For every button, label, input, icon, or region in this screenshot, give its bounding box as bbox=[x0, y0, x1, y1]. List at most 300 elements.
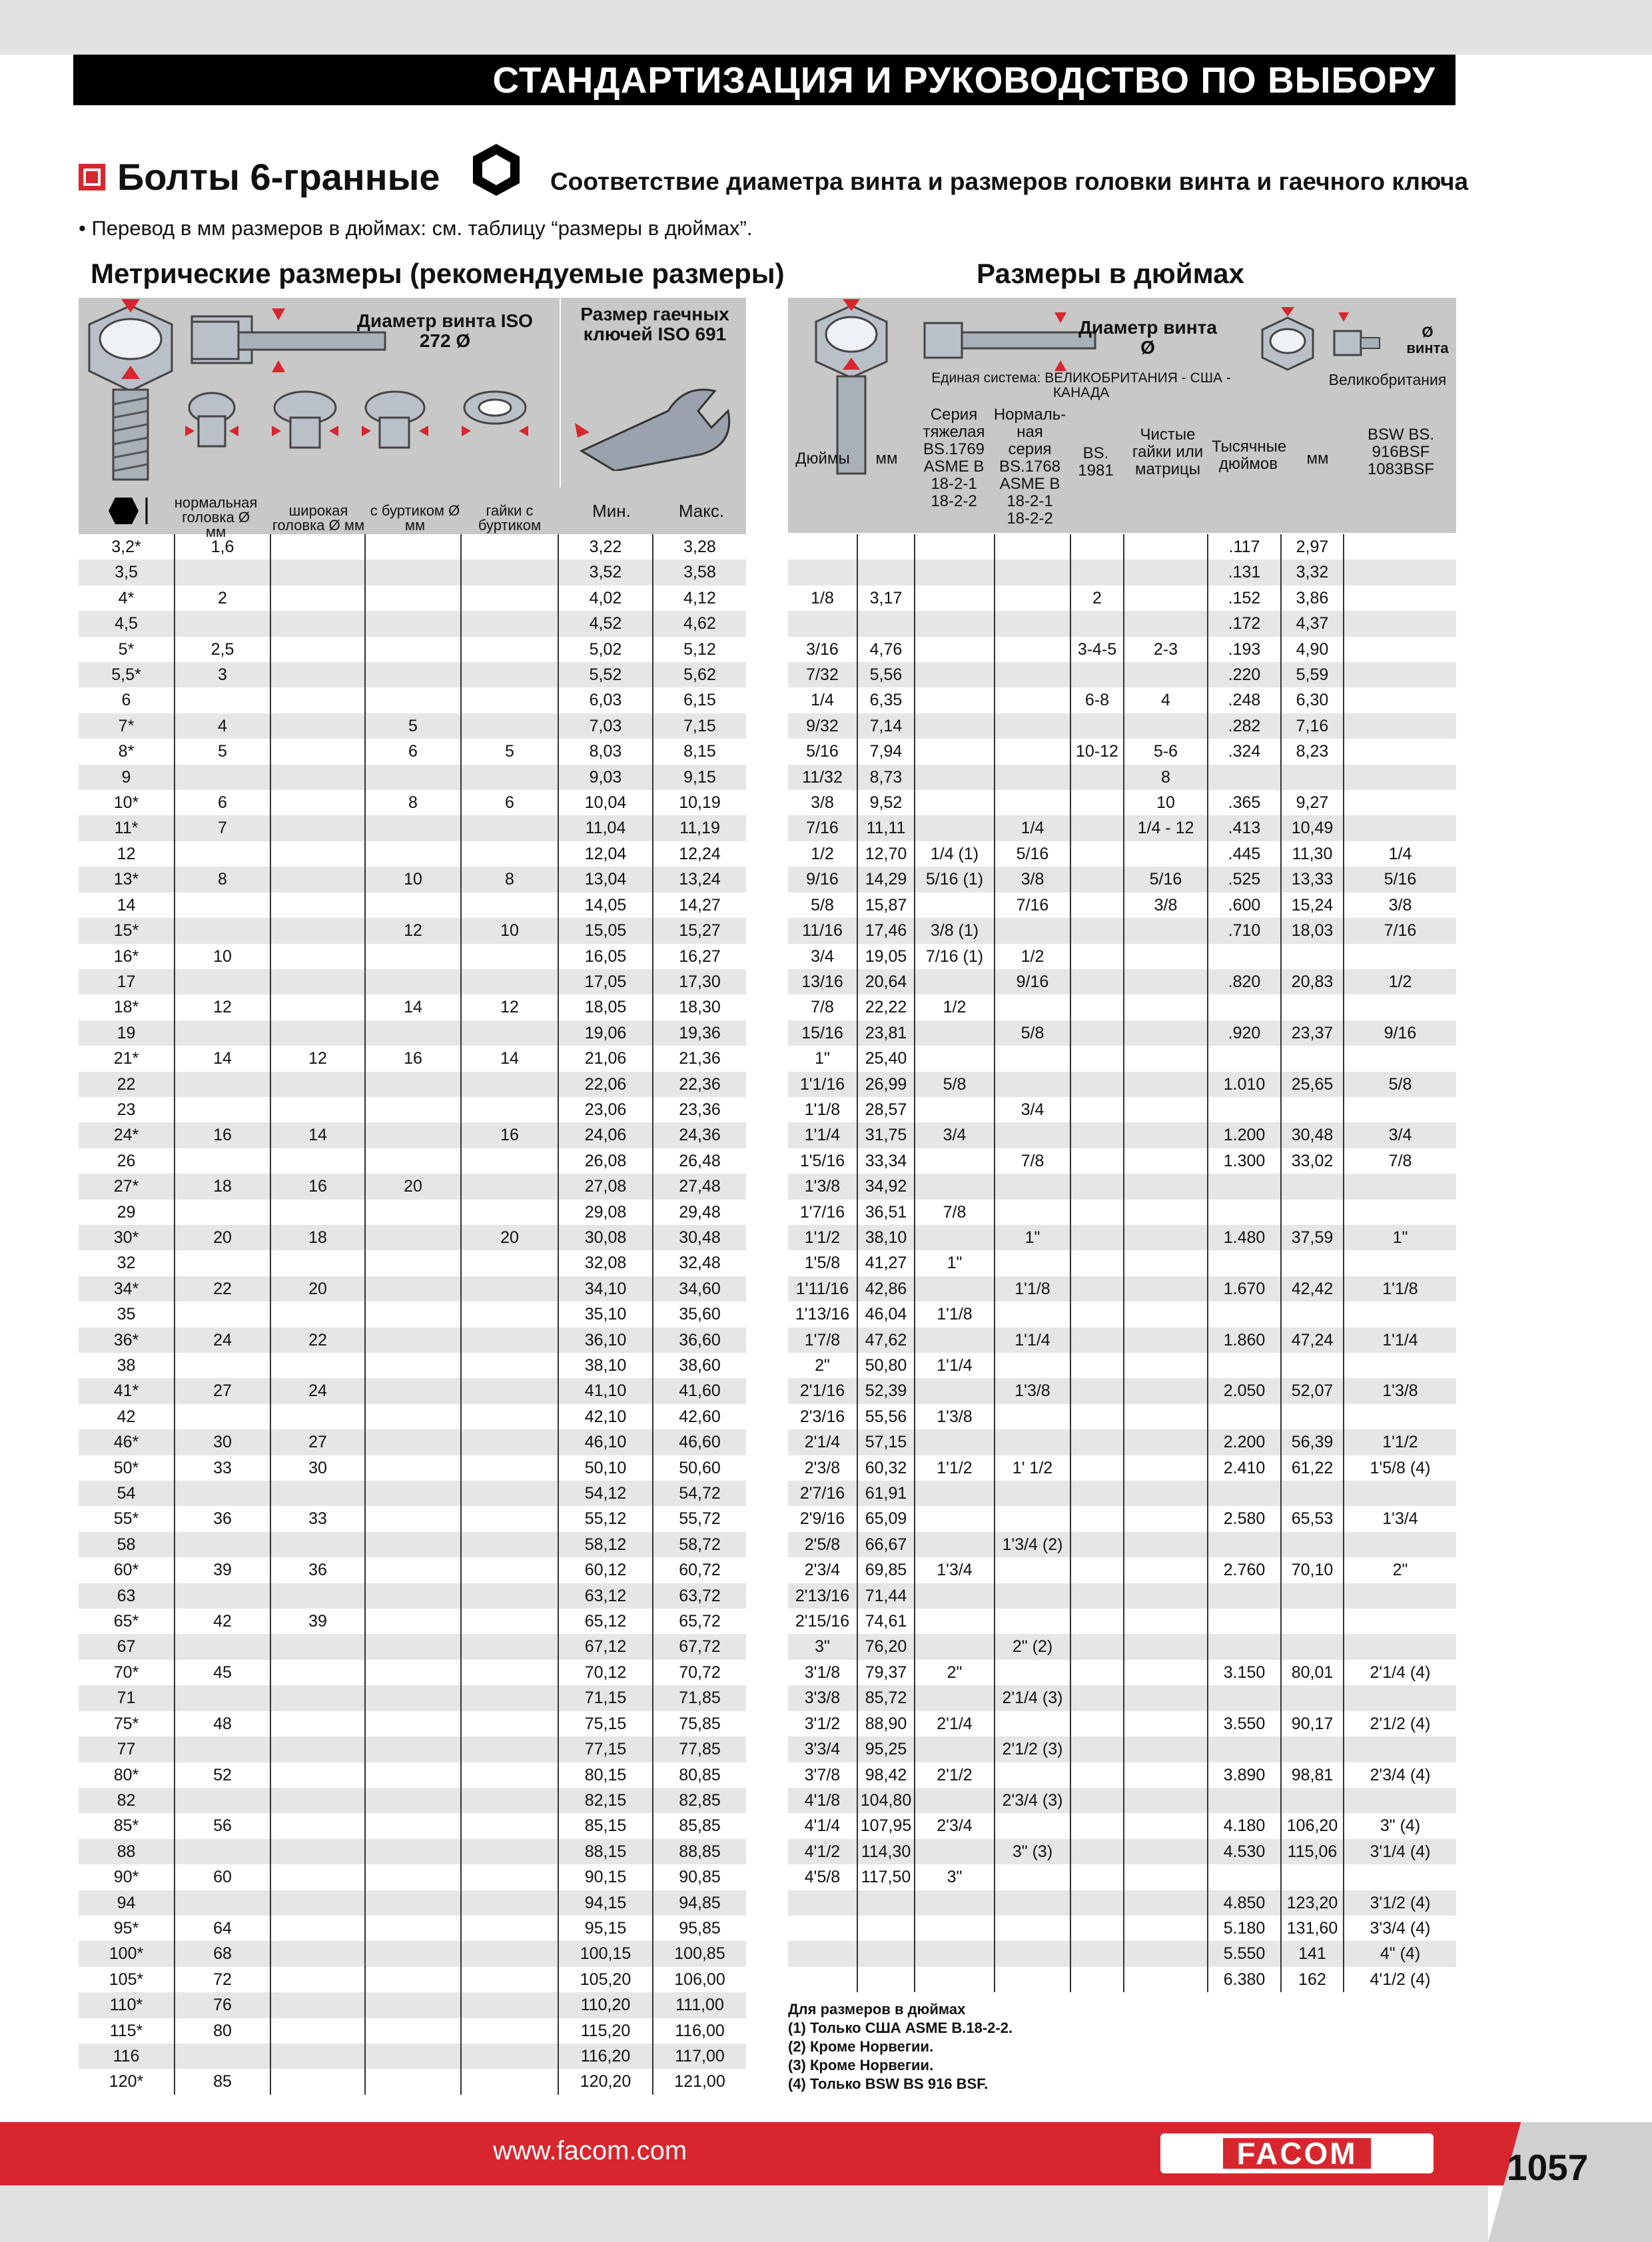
table-cell: 3" bbox=[788, 1634, 857, 1659]
table-cell: 3'3/4 (4) bbox=[1344, 1916, 1456, 1941]
facom-logo bbox=[1160, 2133, 1434, 2173]
table-row bbox=[79, 1506, 746, 1531]
table-cell: 6 bbox=[461, 790, 558, 815]
table-cell: 6-8 bbox=[1070, 687, 1124, 713]
table-cell: 1'1/16 bbox=[788, 1072, 857, 1097]
table-cell bbox=[461, 1429, 558, 1455]
table-cell bbox=[1070, 560, 1124, 585]
table-cell: 85,15 bbox=[558, 1813, 653, 1838]
table-cell bbox=[1124, 1660, 1208, 1685]
table-cell: 19 bbox=[79, 1020, 175, 1046]
table-cell: 55,12 bbox=[558, 1506, 653, 1531]
table-cell: 55,56 bbox=[857, 1404, 915, 1429]
table-cell: 61,22 bbox=[1281, 1455, 1344, 1481]
table-cell bbox=[365, 662, 461, 687]
table-row bbox=[79, 841, 746, 867]
table-row bbox=[788, 944, 1456, 969]
table-cell: 2,5 bbox=[175, 637, 270, 662]
inch-table bbox=[788, 534, 1456, 1992]
table-cell bbox=[365, 1736, 461, 1762]
table-cell: 7,15 bbox=[653, 713, 746, 739]
table-cell bbox=[365, 1429, 461, 1455]
table-cell bbox=[365, 1711, 461, 1736]
table-cell bbox=[175, 1404, 270, 1429]
table-cell: 82,85 bbox=[653, 1788, 746, 1813]
table-row bbox=[788, 893, 1456, 918]
table-row bbox=[788, 687, 1456, 713]
table-cell bbox=[915, 1916, 995, 1941]
table-cell bbox=[1124, 1788, 1208, 1813]
table-cell: 1'1/8 bbox=[804, 1100, 841, 1119]
table-cell bbox=[1344, 790, 1456, 815]
table-cell bbox=[915, 1327, 995, 1353]
bottom-band bbox=[0, 2185, 1488, 2242]
table-cell bbox=[1281, 1404, 1344, 1429]
table-cell bbox=[365, 893, 461, 918]
table-cell: 1/4 (1) bbox=[915, 841, 995, 867]
table-cell: 2'1/4 (4) bbox=[1344, 1660, 1456, 1685]
table-cell bbox=[1124, 969, 1208, 994]
table-cell: 66,67 bbox=[857, 1532, 915, 1557]
table-cell: 117,50 bbox=[857, 1864, 915, 1890]
table-cell: 25,40 bbox=[857, 1046, 915, 1071]
table-cell: 71,85 bbox=[653, 1685, 746, 1710]
table-cell: 2.580 bbox=[1208, 1506, 1281, 1531]
table-cell: 64 bbox=[175, 1916, 270, 1941]
table-row bbox=[788, 1020, 1456, 1046]
table-cell bbox=[915, 1225, 995, 1250]
table-cell: 6,35 bbox=[857, 687, 915, 713]
table-cell bbox=[1070, 1941, 1124, 1966]
table-cell: 5,5* bbox=[79, 662, 175, 687]
table-cell: 41* bbox=[79, 1378, 175, 1403]
table-row bbox=[788, 841, 1456, 867]
table-cell: 12,24 bbox=[653, 841, 746, 867]
table-cell bbox=[270, 1890, 365, 1916]
table-cell bbox=[1070, 994, 1124, 1020]
table-cell bbox=[270, 1941, 365, 1966]
table-cell: 1'1/2 bbox=[788, 1225, 857, 1250]
table-cell: 4* bbox=[118, 588, 135, 607]
table-cell bbox=[365, 1864, 461, 1890]
table-cell: 45 bbox=[175, 1660, 270, 1685]
table-cell: 95,15 bbox=[558, 1916, 653, 1941]
table-cell: 2'15/16 bbox=[795, 1612, 850, 1631]
table-cell bbox=[995, 1941, 1070, 1966]
table-cell: 70,10 bbox=[1281, 1557, 1344, 1583]
table-cell: 3/16 bbox=[806, 639, 839, 659]
table-cell: 23 bbox=[117, 1100, 136, 1119]
table-cell: 90,17 bbox=[1281, 1711, 1344, 1736]
table-cell: 60,72 bbox=[653, 1557, 746, 1583]
table-row bbox=[788, 1378, 1456, 1403]
table-cell bbox=[365, 611, 461, 636]
table-cell: 5,12 bbox=[653, 637, 746, 662]
table-cell bbox=[270, 1020, 365, 1046]
col-bsw-head: BSW BS. 916BSF 1083BSF bbox=[1367, 426, 1435, 478]
table-cell bbox=[1124, 841, 1208, 867]
table-cell bbox=[857, 560, 915, 585]
table-cell bbox=[1344, 1864, 1456, 1890]
table-cell: 88 bbox=[79, 1839, 175, 1864]
table-cell bbox=[995, 1967, 1070, 1992]
table-cell bbox=[915, 1276, 995, 1302]
table-row bbox=[788, 637, 1456, 662]
table-cell bbox=[1070, 1276, 1124, 1302]
table-cell bbox=[1070, 1711, 1124, 1736]
table-cell bbox=[461, 765, 558, 790]
col-collar-head: с буртиком Ø мм bbox=[370, 502, 460, 534]
table-cell bbox=[915, 1532, 995, 1557]
table-cell: 4'1/2 (4) bbox=[1344, 1967, 1456, 1992]
table-cell: 3/8 (1) bbox=[915, 918, 995, 943]
table-cell bbox=[1070, 1532, 1124, 1557]
table-cell: 18* bbox=[113, 998, 139, 1017]
table-cell: 79,37 bbox=[857, 1660, 915, 1685]
table-cell bbox=[175, 1072, 270, 1097]
table-cell: 5 bbox=[461, 739, 558, 764]
table-cell bbox=[270, 815, 365, 841]
table-cell: 50* bbox=[113, 1458, 139, 1477]
table-cell: 3,5 bbox=[79, 560, 175, 585]
table-cell: 14 bbox=[270, 1122, 365, 1148]
table-cell bbox=[1070, 1506, 1124, 1531]
inch-unified-label: Единая система: ВЕЛИКОБРИТАНИЯ - США - КАНАДА bbox=[931, 370, 1231, 400]
table-cell bbox=[270, 560, 365, 585]
metric-wrench-label: Размер гаечных ключей ISO 691 bbox=[580, 304, 729, 344]
table-cell bbox=[461, 662, 558, 687]
table-cell bbox=[1344, 1250, 1456, 1276]
table-cell: 3'1/8 bbox=[804, 1663, 841, 1682]
table-cell bbox=[995, 1660, 1070, 1685]
table-cell bbox=[1070, 1967, 1124, 1992]
table-cell bbox=[1208, 765, 1281, 790]
table-cell bbox=[1344, 1788, 1456, 1813]
table-cell: 65,12 bbox=[558, 1609, 653, 1634]
table-cell: 123,20 bbox=[1281, 1890, 1344, 1916]
table-row bbox=[79, 1250, 746, 1276]
table-cell: 3,22 bbox=[558, 534, 653, 560]
table-cell bbox=[365, 1097, 461, 1122]
table-cell: 7/8 bbox=[1344, 1148, 1456, 1174]
table-cell: 42,60 bbox=[653, 1404, 746, 1429]
table-cell bbox=[461, 1353, 558, 1378]
table-cell: 4,52 bbox=[558, 611, 653, 636]
table-cell: 94,15 bbox=[558, 1890, 653, 1916]
table-cell: 2.410 bbox=[1208, 1455, 1281, 1481]
metric-title: Метрические размеры (рекомендуемые размеры) bbox=[91, 258, 785, 289]
table-cell: 3" bbox=[915, 1864, 995, 1890]
table-cell bbox=[365, 841, 461, 867]
table-cell bbox=[788, 1941, 857, 1966]
table-cell: 7,14 bbox=[857, 713, 915, 739]
table-cell bbox=[915, 1839, 995, 1864]
table-cell bbox=[1124, 585, 1208, 611]
table-cell: 111,00 bbox=[653, 1992, 746, 2018]
table-cell: 1'3/8 bbox=[788, 1174, 857, 1199]
table-cell: 57,15 bbox=[857, 1429, 915, 1455]
table-cell bbox=[1124, 1455, 1208, 1481]
table-cell: 36,51 bbox=[857, 1200, 915, 1225]
table-cell bbox=[915, 1736, 995, 1762]
table-cell bbox=[1344, 815, 1456, 841]
table-cell bbox=[365, 1122, 461, 1148]
table-cell bbox=[461, 1864, 558, 1890]
table-cell bbox=[915, 1967, 995, 1992]
table-cell: 1/4 - 12 bbox=[1124, 815, 1208, 841]
table-cell: 94 bbox=[79, 1890, 175, 1916]
table-cell bbox=[461, 1890, 558, 1916]
table-cell: 104,80 bbox=[857, 1788, 915, 1813]
table-cell: 82,15 bbox=[558, 1788, 653, 1813]
table-cell bbox=[1281, 1200, 1344, 1225]
table-cell bbox=[788, 1916, 857, 1941]
table-cell bbox=[1070, 713, 1124, 739]
table-cell: 27* bbox=[79, 1174, 175, 1199]
table-cell bbox=[175, 687, 270, 713]
table-cell bbox=[270, 1992, 365, 2018]
table-cell: 42,42 bbox=[1281, 1276, 1344, 1302]
table-cell: .324 bbox=[1208, 739, 1281, 764]
table-cell: 60,32 bbox=[857, 1455, 915, 1481]
table-cell: 2 bbox=[175, 585, 270, 611]
table-cell: 3.150 bbox=[1208, 1660, 1281, 1685]
table-cell bbox=[365, 1813, 461, 1838]
table-cell bbox=[995, 560, 1070, 585]
table-cell bbox=[995, 994, 1070, 1020]
table-cell bbox=[175, 1353, 270, 1378]
table-cell: 80,15 bbox=[558, 1762, 653, 1788]
table-row bbox=[788, 1557, 1456, 1583]
table-cell: 56 bbox=[175, 1813, 270, 1838]
table-cell bbox=[1344, 1097, 1456, 1122]
table-cell: 9/16 bbox=[788, 867, 857, 892]
table-cell bbox=[175, 1685, 270, 1710]
table-cell: 10,04 bbox=[558, 790, 653, 815]
table-cell bbox=[365, 1660, 461, 1685]
table-cell: 85,72 bbox=[857, 1685, 915, 1710]
table-cell bbox=[1208, 1481, 1281, 1506]
table-cell: 11,19 bbox=[653, 815, 746, 841]
table-cell: 24 bbox=[175, 1327, 270, 1353]
table-cell bbox=[461, 1020, 558, 1046]
table-cell bbox=[461, 1276, 558, 1302]
table-cell: 33,34 bbox=[857, 1148, 915, 1174]
table-cell: 1/2 bbox=[1344, 969, 1456, 994]
table-cell bbox=[1344, 585, 1456, 611]
table-cell: 18 bbox=[270, 1225, 365, 1250]
table-cell bbox=[788, 611, 857, 636]
table-cell: 13,33 bbox=[1281, 867, 1344, 892]
table-cell bbox=[365, 637, 461, 662]
table-cell: 2'5/8 bbox=[788, 1532, 857, 1557]
table-cell: 10-12 bbox=[1070, 739, 1124, 764]
table-cell bbox=[365, 1583, 461, 1609]
table-cell: 10 bbox=[461, 918, 558, 943]
table-cell: 14,05 bbox=[558, 893, 653, 918]
table-cell: 8,03 bbox=[558, 739, 653, 764]
table-cell bbox=[1124, 662, 1208, 687]
footnote-3: (3) Кроме Норвегии. bbox=[788, 2057, 934, 2073]
table-cell: 1'3/4 bbox=[915, 1557, 995, 1583]
table-cell bbox=[175, 1302, 270, 1327]
table-cell: 1'7/8 bbox=[788, 1327, 857, 1353]
table-cell: 26,99 bbox=[857, 1072, 915, 1097]
table-cell bbox=[1124, 1225, 1208, 1250]
table-row bbox=[79, 1532, 746, 1557]
table-cell bbox=[995, 1916, 1070, 1941]
table-cell: 41,27 bbox=[857, 1250, 915, 1276]
table-cell bbox=[365, 2044, 461, 2069]
table-cell bbox=[1070, 1839, 1124, 1864]
table-cell: 27 bbox=[270, 1429, 365, 1455]
table-cell bbox=[461, 1148, 558, 1174]
table-cell: 3'1/4 (4) bbox=[1344, 1839, 1456, 1864]
table-cell bbox=[1344, 1634, 1456, 1659]
table-cell bbox=[1344, 687, 1456, 713]
table-cell bbox=[1124, 713, 1208, 739]
table-cell: 1/8 bbox=[811, 588, 834, 607]
table-cell: 17,30 bbox=[653, 969, 746, 994]
table-cell: 52,07 bbox=[1281, 1378, 1344, 1403]
table-cell bbox=[1281, 1481, 1344, 1506]
table-cell: 5,62 bbox=[653, 662, 746, 687]
table-row bbox=[79, 1276, 746, 1302]
table-cell bbox=[995, 1174, 1070, 1199]
table-row bbox=[79, 739, 746, 764]
inch-screw-diam-label: Диаметр винта Ø bbox=[1078, 317, 1217, 358]
table-cell bbox=[461, 611, 558, 636]
table-cell bbox=[270, 1864, 365, 1890]
table-cell: 12 bbox=[117, 844, 136, 863]
table-cell bbox=[365, 815, 461, 841]
table-cell bbox=[1124, 1813, 1208, 1838]
table-cell: 14 bbox=[175, 1046, 270, 1071]
table-row bbox=[788, 585, 1456, 611]
table-cell: 68 bbox=[175, 1941, 270, 1966]
table-row bbox=[788, 790, 1456, 815]
table-cell bbox=[1344, 637, 1456, 662]
table-cell: 3/8 bbox=[1124, 893, 1208, 918]
table-cell: 15/16 bbox=[788, 1020, 857, 1046]
table-cell bbox=[270, 1967, 365, 1992]
table-cell bbox=[365, 2018, 461, 2044]
table-cell: 58,72 bbox=[653, 1532, 746, 1557]
table-cell: 120* bbox=[109, 2072, 144, 2091]
table-cell: 1/2 bbox=[811, 844, 834, 863]
table-cell bbox=[995, 1404, 1070, 1429]
table-cell: 3.550 bbox=[1208, 1711, 1281, 1736]
table-cell bbox=[1124, 1148, 1208, 1174]
table-row bbox=[79, 765, 746, 790]
table-row bbox=[788, 1250, 1456, 1276]
table-cell bbox=[915, 1097, 995, 1122]
table-cell: 2.050 bbox=[1208, 1378, 1281, 1403]
col-mm-head: мм bbox=[875, 450, 898, 468]
table-cell bbox=[365, 1916, 461, 1941]
table-cell bbox=[915, 1506, 995, 1531]
top-band bbox=[0, 0, 1652, 55]
table-cell bbox=[915, 662, 995, 687]
table-cell bbox=[995, 918, 1070, 943]
table-row bbox=[788, 713, 1456, 739]
table-cell: 13,24 bbox=[653, 867, 746, 892]
table-cell bbox=[1208, 1685, 1281, 1710]
table-cell bbox=[461, 2069, 558, 2094]
table-cell: 1'11/16 bbox=[788, 1276, 857, 1302]
table-cell: 1/2 bbox=[915, 994, 995, 1020]
table-cell: 2" bbox=[1344, 1557, 1456, 1583]
table-cell bbox=[1344, 1174, 1456, 1199]
table-cell: 116,00 bbox=[653, 2018, 746, 2044]
table-cell bbox=[461, 1481, 558, 1506]
table-cell: 29,08 bbox=[558, 1200, 653, 1225]
table-cell: 24 bbox=[270, 1378, 365, 1403]
table-cell: 95* bbox=[113, 1918, 139, 1938]
table-row bbox=[79, 1967, 746, 1992]
table-cell bbox=[1124, 1532, 1208, 1557]
table-cell: 29 bbox=[117, 1202, 136, 1222]
table-cell: 2.760 bbox=[1208, 1557, 1281, 1583]
table-cell: 13,04 bbox=[558, 867, 653, 892]
table-row bbox=[79, 1660, 746, 1685]
table-cell bbox=[1124, 1967, 1208, 1992]
table-cell bbox=[788, 1967, 857, 1992]
table-cell: 3/4 bbox=[915, 1122, 995, 1148]
table-row bbox=[79, 1557, 746, 1583]
table-cell bbox=[461, 1250, 558, 1276]
table-cell bbox=[175, 2044, 270, 2069]
table-cell bbox=[365, 687, 461, 713]
table-cell bbox=[1070, 1327, 1124, 1353]
table-cell bbox=[365, 534, 461, 560]
table-cell: 1'3/8 bbox=[1344, 1378, 1456, 1403]
table-cell bbox=[461, 1302, 558, 1327]
facom-logo-text: FACOM bbox=[1223, 2138, 1370, 2169]
footer-url[interactable]: www.facom.com bbox=[493, 2136, 687, 2165]
table-cell bbox=[461, 1378, 558, 1403]
table-row bbox=[788, 1532, 1456, 1557]
table-cell: 47,62 bbox=[857, 1327, 915, 1353]
table-cell bbox=[1124, 1378, 1208, 1403]
table-cell bbox=[461, 1813, 558, 1838]
table-cell: 9,15 bbox=[653, 765, 746, 790]
table-cell: 115* bbox=[109, 2021, 143, 2040]
table-row bbox=[79, 1327, 746, 1353]
table-cell: 55* bbox=[113, 1509, 139, 1529]
table-cell bbox=[1208, 1788, 1281, 1813]
table-cell: 4,5 bbox=[79, 611, 175, 636]
table-cell: 9,03 bbox=[558, 765, 653, 790]
table-cell: 2'1/2 (3) bbox=[995, 1736, 1070, 1762]
table-cell bbox=[175, 1250, 270, 1276]
table-row bbox=[788, 1839, 1456, 1864]
table-cell: 60 bbox=[175, 1864, 270, 1890]
table-cell bbox=[1070, 1072, 1124, 1097]
table-cell bbox=[270, 918, 365, 943]
table-cell: 34* bbox=[79, 1276, 175, 1302]
table-cell: 22 bbox=[79, 1072, 175, 1097]
table-row bbox=[788, 1122, 1456, 1148]
table-cell bbox=[1281, 1532, 1344, 1557]
table-cell bbox=[365, 1072, 461, 1097]
table-cell bbox=[1281, 1583, 1344, 1609]
table-cell bbox=[1344, 1685, 1456, 1710]
table-row bbox=[788, 994, 1456, 1020]
table-cell: 1'3/4 bbox=[1344, 1506, 1456, 1531]
table-cell: 19,05 bbox=[857, 944, 915, 969]
table-cell: 3,86 bbox=[1281, 585, 1344, 611]
